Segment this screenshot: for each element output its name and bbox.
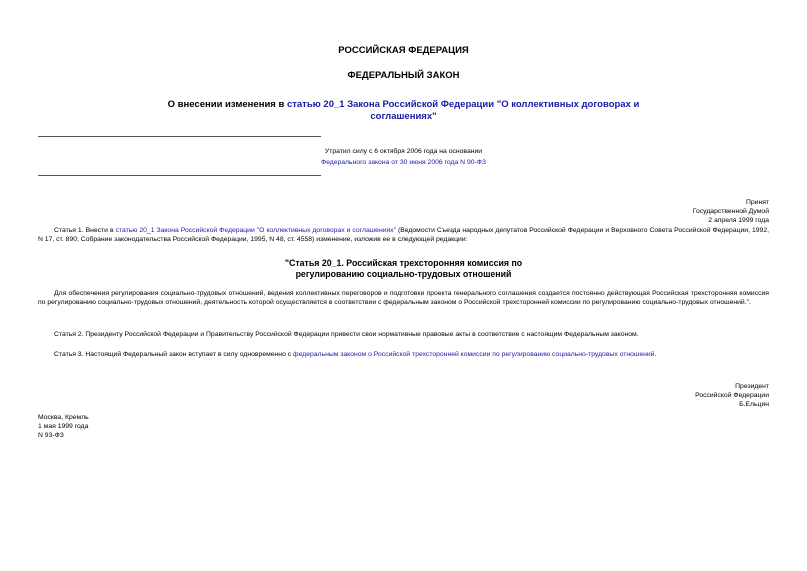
signature-line1: Президент bbox=[735, 383, 769, 390]
article-1-prefix: Статья 1. Внести в bbox=[54, 227, 116, 234]
adoption-line2: Государственной Думой bbox=[692, 208, 769, 215]
doc-type-heading: ФЕДЕРАЛЬНЫЙ ЗАКОН bbox=[347, 70, 460, 81]
place-date-block bbox=[38, 413, 238, 440]
law-title-link[interactable]: статью 20_1 Закона Российской Федерации "О коллективных договорах и соглашениях" bbox=[286, 99, 640, 122]
country-heading: РОССИЙСКАЯ ФЕДЕРАЦИЯ bbox=[338, 45, 469, 56]
adoption-line1: Принят bbox=[745, 199, 769, 206]
signature-block bbox=[569, 382, 769, 409]
status-note-link[interactable]: Федерального закона от 30 июня 2006 года N 90-ФЗ bbox=[320, 159, 487, 166]
status-note-line1: Утратил силу с 6 октября 2006 года на основании bbox=[324, 148, 483, 155]
article-1-link[interactable]: статью 20_1 Закона Российской Федерации "О коллективных договорах и соглашениях" bbox=[115, 227, 396, 234]
law-title bbox=[150, 99, 657, 123]
article-2: Статья 2. Президенту Российской Федерации и Правительству Российской Федерации привести свои нормативные правовые акты в соответствие с настоящим Федеральным законом. bbox=[54, 331, 639, 338]
article-3 bbox=[38, 350, 769, 359]
place-line: Москва, Кремль bbox=[38, 414, 89, 421]
signature-line3: Б.Ельцин bbox=[739, 401, 769, 408]
adoption-block bbox=[569, 198, 769, 225]
adoption-line3: 2 апреля 1999 года bbox=[708, 217, 769, 224]
divider-top bbox=[38, 136, 321, 137]
new-article-title bbox=[150, 258, 657, 280]
new-article-title-line1: "Статья 20_1. Российская трехсторонняя комиссия по bbox=[284, 258, 523, 268]
article-3-suffix: . bbox=[654, 351, 657, 358]
article-1 bbox=[38, 226, 769, 244]
article-3-prefix: Статья 3. Настоящий Федеральный закон вступает в силу одновременно с bbox=[54, 351, 294, 358]
signature-line2: Российской Федерации bbox=[695, 392, 769, 399]
divider-bottom bbox=[38, 175, 321, 176]
law-title-prefix: О внесении изменения в bbox=[167, 99, 287, 110]
new-article-title-line2: регулированию социально-трудовых отношений bbox=[295, 269, 512, 279]
new-article-body: Для обеспечения регулирования социально-трудовых отношений, ведения коллективных переговоров и подготовки проекта генерального соглашения создается постоянно действующая Российская трехсторонняя комиссия по регулированию социально-трудовых отношений, деятельность которой осуществляется в соответствии с федеральным законом о Российской трехсторонней комиссии по регулированию социально-трудовых отношений.". bbox=[38, 290, 769, 306]
article-1-rest: (Ведомости Съезда народных депутатов Российской Федерации и Верховного Совета Российской Федерации, 1992, N 17, ст. 890; Собрание законодательства Российской Федерации, 1995, N 48, ст. 4558) изменение, изложив ее в следующей редакции: bbox=[38, 227, 769, 243]
article-3-link[interactable]: федеральным законом о Российской трехсторонней комиссии по регулированию социально-трудовых отношений bbox=[293, 351, 655, 358]
law-number: N 93-ФЗ bbox=[38, 432, 64, 439]
date-line: 1 мая 1999 года bbox=[38, 423, 89, 430]
